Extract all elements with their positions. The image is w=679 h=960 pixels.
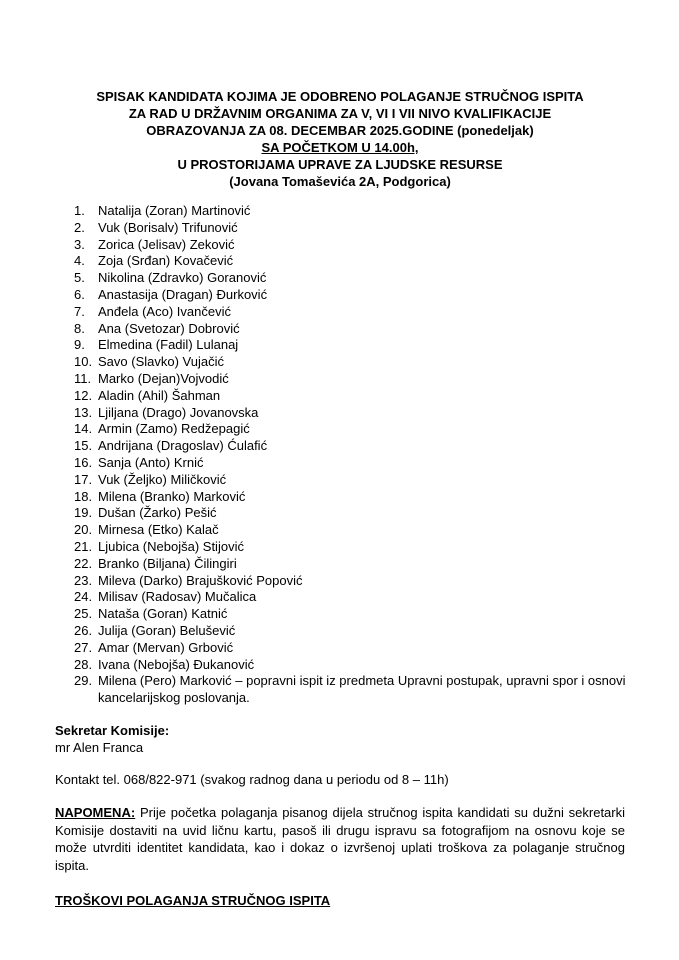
secretary-name: mr Alen Franca [55,740,144,755]
header-line-5: U PROSTORIJAMA UPRAVE ZA LJUDSKE RESURSE [177,157,503,172]
candidate-name: Savo (Slavko) Vujačić [98,354,224,370]
candidate-name: Vuk (Željko) Miličković [98,471,227,487]
list-item [74,657,654,674]
list-number: 26. [74,622,93,638]
candidate-name: Marko (Dejan)Vojvodić [98,370,229,386]
list-number: 9. [74,337,85,353]
secretary-block [55,722,169,756]
list-number: 24. [74,589,93,605]
list-item [74,253,654,270]
contact-info: Kontakt tel. 068/822-971 (svakog radnog dana u periodu od 8 – 11h) [55,772,449,787]
list-item [74,438,654,455]
list-number: 27. [74,639,93,655]
candidate-name-with-remark: Milena (Pero) Marković – popravni ispit iz predmeta Upravni postupak, upravni spor i osnovi kancelarijskog poslovanja. [98,673,626,706]
list-item [74,220,654,237]
candidate-name: Andrijana (Dragoslav) Ćulafić [98,438,268,454]
list-number: 2. [74,219,85,235]
list-number: 7. [74,303,85,319]
candidate-name: Ljubica (Nebojša) Stijović [98,538,244,554]
list-number: 21. [74,538,93,554]
list-number: 18. [74,488,93,504]
list-number: 13. [74,404,93,420]
candidate-name: Mirnesa (Etko) Kalač [98,522,219,538]
list-number: 6. [74,286,85,302]
header-line-3: OBRAZOVANJA ZA 08. DECEMBAR 2025.GODINE (ponedeljak) [146,123,534,138]
list-item [74,304,654,321]
candidate-name: Nikolina (Zdravko) Goranović [98,270,267,286]
note-text: Prije početka polaganja pisanog dijela stručnog ispita kandidati su dužni sekretarki Komisije dostaviti na uvid ličnu kartu, pasoš ili drugu ispravu sa fotografijom na osnovu koje se može utvrditi identitet kandidata, kao i dokaz o izvršenoj uplati troškova za polaganje stručnog ispita. [55,805,625,873]
document-header [40,88,640,190]
list-item [74,354,654,371]
header-line-4-start-time: SA POČETKOM U 14.00h, [261,140,419,155]
candidate-name: Anđela (Aco) Ivančević [98,303,231,319]
list-number: 11. [74,370,92,386]
list-item [74,589,654,606]
list-number: 12. [74,387,93,403]
list-item [74,556,654,573]
list-item [74,489,654,506]
candidate-name: Milena (Branko) Marković [98,488,246,504]
candidate-name: Julija (Goran) Belušević [98,622,236,638]
candidate-name: Armin (Zamo) Redžepagić [98,421,250,437]
list-number: 14. [74,421,93,437]
list-item [74,321,654,338]
list-item [74,388,654,405]
list-number: 5. [74,270,85,286]
candidate-name: Dušan (Žarko) Pešić [98,505,217,521]
list-number: 25. [74,606,93,622]
note-paragraph [55,804,625,874]
note-label: NAPOMENA: [55,805,136,820]
list-number: 10. [74,354,93,370]
header-line-6-address: (Jovana Tomaševića 2A, Podgorica) [229,174,451,189]
list-number: 28. [74,656,93,672]
list-item [74,623,654,640]
candidate-name: Ivana (Nebojša) Đukanović [98,656,255,672]
header-line-2: ZA RAD U DRŽAVNIM ORGANIMA ZA V, VI I VII NIVO KVALIFIKACIJE [128,106,552,121]
costs-heading: TROŠKOVI POLAGANJA STRUČNOG ISPITA [55,893,331,908]
list-item [74,237,654,254]
candidate-list [74,203,654,707]
list-number: 3. [74,236,85,252]
candidate-name: Vuk (Borisalv) Trifunović [98,219,238,235]
list-item [74,270,654,287]
candidate-name: Branko (Biljana) Čilingiri [98,555,237,571]
list-item [74,405,654,422]
candidate-name: Anastasija (Dragan) Đurković [98,286,268,302]
candidate-name: Mileva (Darko) Brajušković Popović [98,572,303,588]
candidate-name: Aladin (Ahil) Šahman [98,387,221,403]
list-item [74,673,654,707]
list-item [74,203,654,220]
list-item [74,640,654,657]
candidate-name: Zorica (Jelisav) Zeković [98,236,235,252]
list-number: 4. [74,253,85,269]
list-item [74,455,654,472]
list-number: 17. [74,471,93,487]
candidate-name: Elmedina (Fadil) Lulanaj [98,337,239,353]
candidate-name: Sanja (Anto) Krnić [98,454,204,470]
candidate-name: Natalija (Zoran) Martinović [98,203,251,218]
list-number: 23. [74,572,93,588]
list-number: 29. [74,673,93,689]
list-item [74,606,654,623]
candidate-name: Ljiljana (Drago) Jovanovska [98,404,259,420]
list-number: 15. [74,438,93,454]
list-item [74,371,654,388]
list-number: 22. [74,555,93,571]
list-number: 1. [74,203,85,218]
header-line-1: SPISAK KANDIDATA KOJIMA JE ODOBRENO POLAGANJE STRUČNOG ISPITA [96,89,584,104]
candidate-name: Amar (Mervan) Grbović [98,639,234,655]
list-item [74,522,654,539]
candidate-name: Ana (Svetozar) Dobrović [98,320,240,336]
secretary-title: Sekretar Komisije: [55,723,170,738]
list-item [74,573,654,590]
list-item [74,421,654,438]
list-number: 8. [74,320,85,336]
list-item [74,337,654,354]
list-number: 19. [74,505,93,521]
list-item [74,505,654,522]
list-number: 20. [74,522,93,538]
list-item [74,539,654,556]
candidate-name: Zoja (Srđan) Kovačević [98,253,234,269]
list-number: 16. [74,454,93,470]
candidate-name: Nataša (Goran) Katnić [98,606,228,622]
list-item [74,472,654,489]
candidate-name: Milisav (Radosav) Mučalica [98,589,257,605]
list-item [74,287,654,304]
